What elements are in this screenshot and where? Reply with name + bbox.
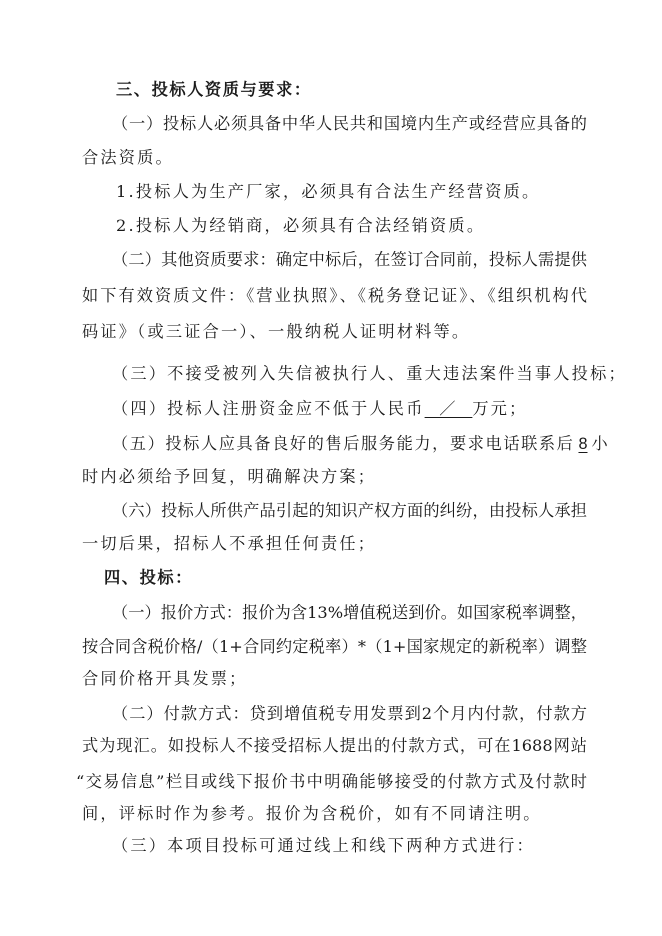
s3-p2-line3: 码证》（或三证合一）、一般纳税人证明材料等。 bbox=[82, 322, 471, 341]
s3-p5-prefix: （五）投标人应具备良好的售后服务能力，要求电话联系后 bbox=[112, 434, 575, 453]
s3-item2: 2.投标人为经销商，必须具有合法经销资质。 bbox=[116, 216, 486, 235]
s3-p3: （三）不接受被列入失信被执行人、重大违法案件当事人投标； bbox=[112, 364, 627, 383]
s3-p1-line1: （一）投标人必须具备中华人民共和国境内生产或经营应具备的 bbox=[112, 114, 587, 133]
s3-item1: 1.投标人为生产厂家，必须具有合法生产经营资质。 bbox=[116, 182, 541, 201]
section4-heading: 四、投标： bbox=[104, 568, 193, 587]
s3-p4-suffix: 万元； bbox=[472, 399, 528, 418]
s4-p2-line1: （二）付款方式：贷到增值税专用发票到2个月内付款，付款方 bbox=[112, 704, 587, 723]
s4-p3: （三）本项目投标可通过线上和线下两种方式进行： bbox=[112, 836, 535, 855]
s3-p5-suffix: 小 bbox=[591, 434, 610, 453]
s3-p5-line2: 时内必须给予回复，明确解决方案； bbox=[82, 467, 377, 486]
response-hours-blank: 8 bbox=[578, 435, 588, 453]
s3-p6-line1: （六）投标人所供产品引起的知识产权方面的纠纷，由投标人承担 bbox=[112, 501, 587, 520]
s3-p4-prefix: （四）投标人注册资金应不低于人民币 bbox=[112, 399, 425, 418]
s3-p1-line2: 合法资质。 bbox=[82, 148, 174, 167]
s4-p2-line3: “交易信息”栏目或线下报价书中明确能够接受的付款方式及付款时 bbox=[76, 772, 587, 791]
s4-p1-line1: （一）报价方式：报价为含13%增值税送到价。如国家税率调整， bbox=[112, 603, 587, 622]
s3-p5-line1 bbox=[112, 434, 610, 454]
section3-heading: 三、投标人资质与要求： bbox=[116, 80, 312, 99]
s3-p4 bbox=[112, 399, 587, 419]
s3-p6-line2: 一切后果，招标人不承担任何责任； bbox=[82, 534, 377, 553]
s4-p1-line3: 合同价格开具发票； bbox=[82, 669, 248, 688]
registered-capital-blank: ／ bbox=[424, 399, 473, 418]
s4-p1-line2: 按合同含税价格/（1+合同约定税率）*（1+国家规定的新税率）调整 bbox=[82, 637, 587, 656]
s3-p2-line1: （二）其他资质要求：确定中标后，在签订合同前，投标人需提供 bbox=[112, 250, 587, 269]
s3-p2-line2: 如下有效资质文件：《营业执照》、《税务登记证》、《组织机构代 bbox=[82, 286, 587, 305]
s4-p2-line4: 间，评标时作为参考。报价为含税价，如有不同请注明。 bbox=[82, 804, 542, 823]
s4-p2-line2: 式为现汇。如投标人不接受招标人提出的付款方式，可在1688网站 bbox=[82, 736, 587, 755]
